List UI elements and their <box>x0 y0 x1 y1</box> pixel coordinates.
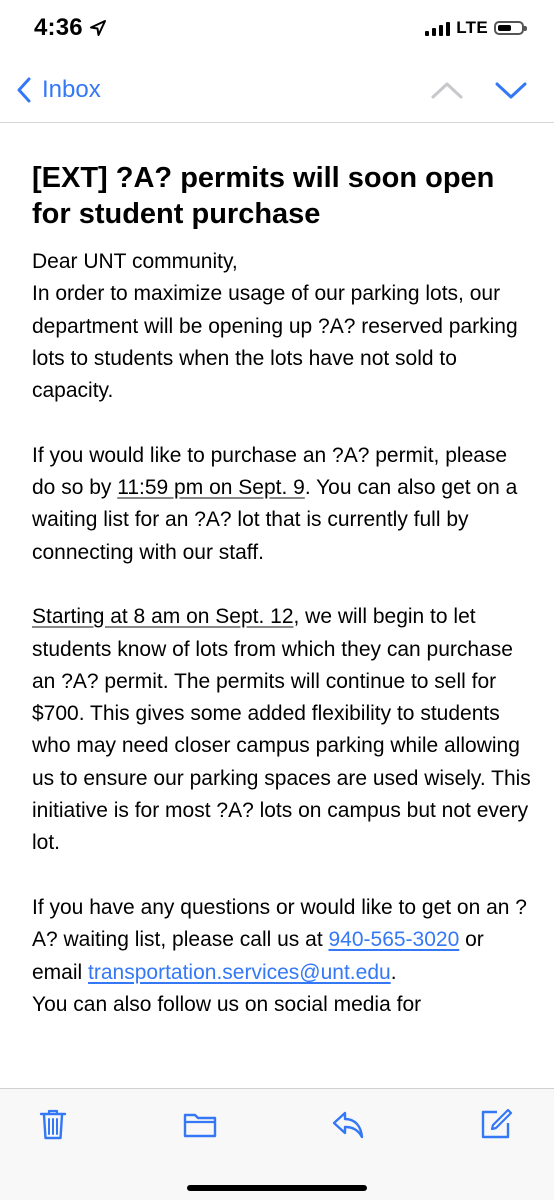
status-bar <box>0 0 554 64</box>
start-datetime[interactable]: Starting at 8 am on Sept. 12 <box>32 605 294 629</box>
bottom-toolbar <box>0 1088 554 1200</box>
battery-icon <box>494 21 524 35</box>
email-content <box>0 122 554 1088</box>
paragraph-2: If you would like to purchase an ?A? permit, please do so by 11:59 pm on Sept. 9. You can also get on a waiting list for an ?A? lot that is currently full by connecting with our staff. <box>32 443 518 564</box>
email-address-link[interactable]: transportation.services@unt.edu <box>88 960 391 984</box>
reply-icon[interactable] <box>331 1107 365 1141</box>
network-type: LTE <box>456 18 488 37</box>
home-indicator[interactable] <box>187 1185 367 1191</box>
chevron-up-icon[interactable] <box>430 78 464 102</box>
trash-icon[interactable] <box>36 1107 70 1141</box>
email-subject: [EXT] ?A? permits will soon open for student purchase <box>32 162 495 230</box>
chevron-down-icon[interactable] <box>494 78 528 102</box>
phone-link[interactable]: 940-565-3020 <box>328 928 460 952</box>
clock-time: 4:36 <box>34 14 83 41</box>
paragraph-4: If you have any questions or would like to get on an ?A? waiting list, please call us at 940-565-3020 or email transportation.services@unt.edu. <box>32 895 527 984</box>
deadline-datetime[interactable]: 11:59 pm on Sept. 9 <box>117 476 305 500</box>
paragraph-1: In order to maximize usage of our parking lots, our department will be opening up ?A? reserved parking lots to students when the lots have not sold to capacity. <box>32 282 518 403</box>
compose-icon[interactable] <box>479 1107 513 1141</box>
signal-icon <box>425 20 450 36</box>
chevron-left-icon <box>16 77 32 103</box>
message-navigation <box>430 78 528 102</box>
location-arrow-icon <box>89 19 107 37</box>
back-label: Inbox <box>42 76 101 103</box>
greeting: Dear UNT community, <box>32 250 238 273</box>
paragraph-3: Starting at 8 am on Sept. 12, we will begin to let students know of lots from which they can purchase an ?A? permit. The permits will continue to sell for $700. This gives some added flexibility to students who may need closer campus parking while allowing us to ensure our parking spaces are used wisely. This initiative is for most ?A? lots on campus but not every lot. <box>32 605 531 855</box>
back-to-inbox-button[interactable] <box>16 76 101 104</box>
status-icons <box>425 18 524 38</box>
time-group <box>34 14 107 42</box>
email-body <box>32 246 532 1021</box>
nav-bar <box>0 64 554 123</box>
folder-icon[interactable] <box>183 1107 217 1141</box>
paragraph-5: You can also follow us on social media for <box>32 992 422 1016</box>
